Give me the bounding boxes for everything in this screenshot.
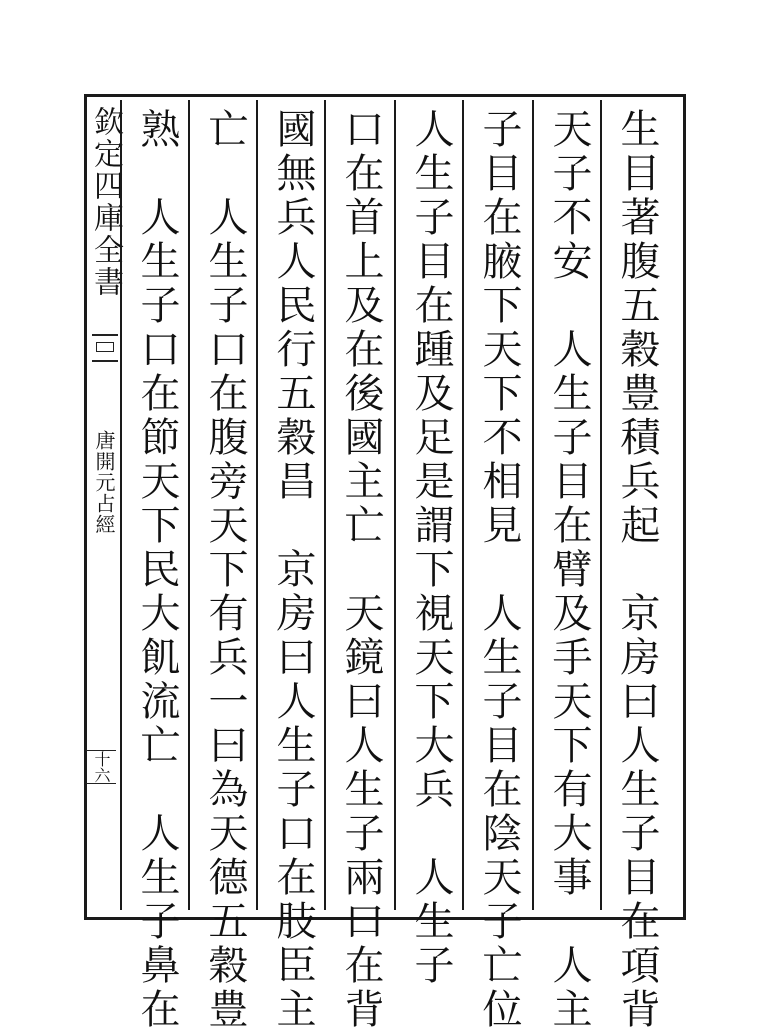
text-column-2: 天子不安 人生子目在臂及手天下有大事 人主 (546, 108, 592, 1032)
text-column-5: 口在首上及在後國主亡 天鏡曰人生子兩口在背 (338, 108, 384, 1032)
column-rule (256, 100, 258, 910)
collection-title: 欽定四庫全書 (88, 106, 123, 298)
book-title: 唐開元占經 (92, 430, 116, 535)
text-column-3: 子目在腋下天下不相見 人生子目在陰天子亡位 (476, 108, 522, 1032)
text-column-4: 人生子目在踵及足是謂下視天下大兵 人生子 (408, 108, 454, 988)
column-rule (120, 100, 122, 910)
column-rule (532, 100, 534, 910)
column-rule (600, 100, 602, 910)
fish-tail-mark-icon (92, 334, 118, 362)
text-column-6: 國無兵人民行五穀昌 京房曰人生子口在肢臣主 (270, 108, 316, 1032)
text-column-8: 熟 人生子口在節天下民大飢流亡 人生子鼻在 (134, 108, 180, 1032)
text-column-7: 亡 人生子口在腹旁天下有兵一曰為天德五穀豊 (202, 108, 248, 1032)
text-column-1: 生目著腹五穀豊積兵起 京房曰人生子目在項背 (614, 108, 660, 1032)
column-rule (462, 100, 464, 910)
column-rule (188, 100, 190, 910)
column-rule (394, 100, 396, 910)
page-number: 十六 (86, 750, 116, 784)
column-rule (324, 100, 326, 910)
